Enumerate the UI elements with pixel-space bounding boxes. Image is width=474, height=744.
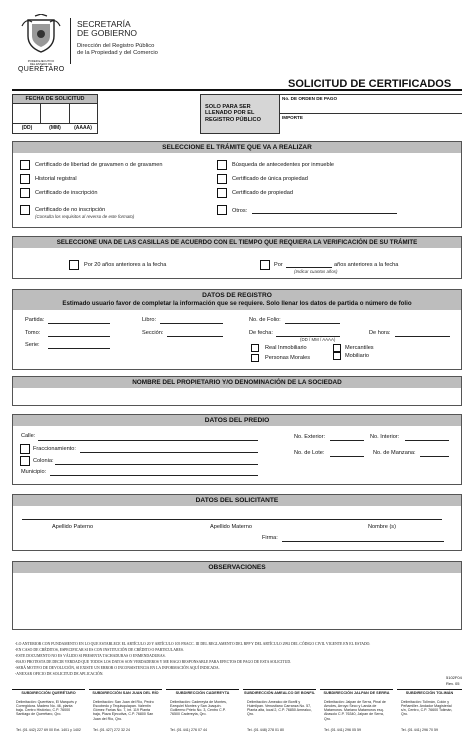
office-name: SUBDIRECCIÓN CADEREYTA	[175, 691, 230, 695]
checkbox-unica-propiedad[interactable]	[217, 174, 227, 184]
office-name: SUBDIRECCIÓN QUERÉTARO	[21, 691, 76, 695]
legal-note-1: -LO ANTERIOR CON FUNDAMENTO EN LO QUE ESTABLECE EL ARTÍCULO 20 Y ARTÍCULO 105 FRACC. III DEL REGLAMENTO DEL RPP Y DEL ARTÍCULO 2992 DEL CÓDIGO CIVIL VIGENTE EN EL ESTADO.	[15, 642, 371, 646]
observaciones-heading: OBSERVACIONES	[13, 562, 461, 573]
predio-heading: DATOS DEL PREDIO	[13, 415, 461, 426]
observaciones-field[interactable]	[13, 573, 461, 629]
office-address: Delimitación: Querétaro, El Marqués y Corregidora. Madero No. 46, planta baja. Centro Histórico, C.P. 76000 Santiago de Querétaro, Qro.	[16, 699, 77, 717]
otros-field[interactable]	[252, 213, 397, 214]
checkbox-otros[interactable]	[217, 205, 227, 215]
casillas-section	[12, 236, 462, 279]
office-name: SUBDIRECCIÓN AMEALCO DE BONFIL	[244, 691, 315, 695]
registro-subtitle: Estimado usuario favor de completar la información que se requiere. Solo llenar los datos de partida o número de folio	[62, 300, 412, 307]
label-unica-propiedad: Certificado de única propiedad	[232, 176, 308, 182]
office-address: Delimitación: Jalpan de Serra, Pinal de Amoles, Arroyo Seco y Landa de Matamoros. Mariano Matamoros esq. Abasolo C.P. 76340, Jalpan de Serra, Qro.	[324, 699, 386, 721]
office-cadereyta	[166, 689, 239, 733]
importe-field[interactable]	[279, 114, 462, 134]
logo-line-2: DEL ESTADO DE	[29, 62, 53, 67]
tomo-field[interactable]	[48, 336, 110, 337]
office-address: Delimitación: Cadereyta de Montes, Ezequiel Montes y San Joaquín. Guillermo Prieto No. 3, Centro C.P. 76500 Cadereyta, Qro.	[170, 699, 227, 717]
anos-field[interactable]	[286, 267, 332, 268]
office-phone: Tel. (01 441) 296 70 59	[401, 727, 438, 732]
office-phone: Tel. (01 427) 272 32 24	[93, 727, 130, 732]
apellido-paterno-field[interactable]	[22, 519, 442, 520]
day-field[interactable]	[13, 104, 41, 123]
label-fraccionamiento: Fraccionamiento:	[33, 446, 76, 452]
fecha-solicitud-box	[12, 94, 98, 134]
label-municipio: Municipio:	[21, 469, 47, 475]
header-divider	[70, 18, 71, 64]
label-20-anos: Por 20 años anteriores a la fecha	[84, 262, 167, 268]
label-libertad-gravamen: Certificado de libertad de gravamen o de gravamen	[35, 162, 163, 168]
label-personas-morales: Personas Morales	[265, 355, 311, 361]
checkbox-busqueda-antecedentes[interactable]	[217, 160, 227, 170]
solo-para-label: SOLO PARA SER LLENADO POR EL REGISTRO PÚBLICO	[205, 104, 261, 123]
aaaa-label: (AAAA)	[74, 125, 92, 131]
label-real-inmobiliario: Real Inmobiliario	[265, 345, 307, 351]
no-manzana-field[interactable]	[420, 456, 449, 457]
legal-note-4: -BAJO PROTESTA DE DECIR VERDAD QUE TODOS LOS DATOS SON VERDADEROS Y ME HAGO RESPONSABLE PARA EFECTOS DE PAGO DE ESTA SOLICITUD.	[15, 660, 292, 664]
orden-pago-field[interactable]	[279, 95, 462, 114]
office-phone: Tel. (01 441) 296 05 59	[324, 727, 361, 732]
label-historial-registral: Historial registral	[35, 176, 77, 182]
secretaria-line-2: DE GOBIERNO	[77, 27, 137, 38]
office-phone: Tel. (01 442) 227 69 00 Ext. 1401 y 1402	[16, 727, 81, 732]
propietario-field[interactable]	[13, 388, 461, 405]
seccion-field[interactable]	[167, 336, 223, 337]
label-colonia: Colonia:	[33, 458, 54, 464]
casillas-heading: SELECCIONE UNA DE LAS CASILLAS DE ACUERDO CON EL TIEMPO QUE REQUIERA LA VERIFICACIÓN DE SU TRÁMITE	[13, 237, 461, 248]
legal-note-6: -ANEXAR OFICIO DE SOLICITUD DE APLICACIÓN.	[15, 672, 104, 676]
checkbox-20-anos[interactable]	[69, 260, 79, 270]
mm-label: (MM)	[49, 125, 61, 131]
dd-label: (DD)	[21, 125, 33, 131]
checkbox-no-inscripcion[interactable]	[20, 205, 30, 215]
logo-line-1: PODER EJECUTIVO	[27, 59, 55, 63]
label-serie: Serie:	[25, 342, 40, 348]
label-no-lote: No. de Lote:	[294, 450, 325, 456]
label-apellido-materno: Apellido Materno	[210, 524, 252, 530]
label-certificado-propiedad: Certificado de propiedad	[232, 190, 293, 196]
form-title: SOLICITUD DE CERTIFICADOS	[288, 78, 452, 90]
office-queretaro	[12, 689, 85, 733]
label-busqueda-antecedentes: Búsqueda de antecedentes por inmueble	[232, 162, 335, 168]
secretaria-line-1: SECRETARÍA	[77, 19, 131, 29]
label-calle: Calle:	[21, 433, 36, 439]
label-de-hora: De hora:	[369, 330, 391, 336]
partida-field[interactable]	[48, 323, 110, 324]
office-name: SUBDIRECCIÓN SAN JUAN DEL RÍO	[92, 691, 159, 695]
checkbox-mobiliario[interactable]	[333, 352, 341, 360]
registro-section	[12, 289, 462, 370]
office-address: Delimitación: San Juan del Río, Pedro Escobedo y Tequisquiapan. Valentín Gómez Farías No. 7, int. 119 Planta baja, Plaza Ejecutiva, C.P. 76800 San Juan del Río, Qro.	[93, 699, 154, 721]
office-phone: Tel. (01 441) 276 07 44	[170, 727, 207, 732]
label-mercantiles: Mercantiles	[345, 345, 374, 351]
checkbox-otros-anos[interactable]	[260, 260, 270, 270]
label-firma: Firma:	[262, 535, 278, 541]
label-anos-anteriores: años anteriores a la fecha	[334, 262, 399, 268]
office-name: SUBDIRECCIÓN TOLIMÁN	[405, 691, 454, 695]
registro-title: DATOS DE REGISTRO	[202, 292, 272, 299]
legal-note-2: -EN CASO DE CRÉDITOS, ESPECIFICAR SI ES CON INSTITUCIÓN DE CRÉDITO O PARTICULARES.	[15, 648, 184, 652]
registro-use-box	[200, 94, 462, 134]
label-por: Por	[274, 262, 283, 268]
checkbox-personas-morales[interactable]	[251, 354, 259, 362]
office-address: Delimitación: Amealco de Bonfil y Huimilpan. Venustiano Carranza No. 57, Planta alta, local 2, C.P. 76850 Amealco, Qro.	[247, 699, 312, 717]
registro-heading	[13, 290, 461, 310]
no-interior-field[interactable]	[405, 440, 449, 441]
label-no-inscripcion: Certificado de no inscripción	[35, 207, 106, 213]
office-amealco	[243, 689, 316, 733]
label-no-interior: No. Interior:	[370, 434, 400, 440]
label-otros: Otros:	[232, 208, 248, 214]
label-no-exterior: No. Exterior:	[294, 434, 326, 440]
legal-note-5: -SERÁ MOTIVO DE DEVOLUCIÓN, SI EXISTE UN ERROR O INCONSISTENCIA EN LA INFORMACIÓN AQUÍ INDICADA.	[15, 666, 220, 670]
checkbox-libertad-gravamen[interactable]	[20, 160, 30, 170]
label-no-manzana: No. de Manzana:	[373, 450, 416, 456]
label-partida: Partida:	[25, 317, 45, 323]
checkbox-certificado-propiedad[interactable]	[217, 188, 227, 198]
legal-note-3: -ESTE DOCUMENTO NO ES VÁLIDO SI PRESENTA TACHADURAS O ENMENDADURAS.	[15, 654, 166, 658]
no-lote-field[interactable]	[330, 456, 364, 457]
logo-line-3: QUERÉTARO	[18, 66, 65, 74]
label-tomo: Tomo:	[25, 330, 41, 336]
secretaria-title	[77, 20, 137, 38]
fecha-solicitud-label: FECHA DE SOLICITUD	[13, 95, 97, 104]
checkbox-real-inmobiliario[interactable]	[251, 344, 259, 352]
no-exterior-field[interactable]	[330, 440, 364, 441]
office-phone: Tel. (01 448) 278 01 80	[247, 727, 284, 732]
libro-field[interactable]	[160, 323, 223, 324]
office-name: SUBDIRECCIÓN JALPAN DE SERRA	[323, 691, 390, 695]
importe-label: IMPORTE	[282, 115, 303, 120]
firma-field[interactable]	[282, 541, 444, 542]
label-apellido-paterno: Apellido Paterno	[52, 524, 94, 530]
office-toliman	[397, 689, 462, 733]
serie-field[interactable]	[48, 348, 110, 349]
solicitante-section	[12, 494, 462, 551]
note-indicar-anos: (Indicar cuantos años)	[294, 269, 338, 274]
checkbox-certificado-inscripcion[interactable]	[20, 188, 30, 198]
label-no-folio: No. de Folio:	[249, 317, 281, 323]
label-seccion: Sección:	[142, 330, 164, 336]
label-nombres: Nombre (s)	[368, 524, 396, 530]
form-revision: Rev. 05	[446, 681, 460, 686]
tramite-heading: SELECCIONE EL TRÁMITE QUE VA A REALIZAR	[13, 142, 461, 153]
direccion-line-2: de la Propiedad y del Comercio	[77, 49, 158, 56]
office-san-juan	[89, 689, 162, 733]
note-requisitos: (Consulta los requisitos al reverso de este formato)	[35, 214, 135, 219]
label-libro: Libro:	[142, 317, 156, 323]
label-de-fecha: De fecha:	[249, 330, 273, 336]
form-code: 5102F04	[446, 675, 462, 680]
checkbox-fraccionamiento[interactable]	[20, 444, 30, 454]
coat-of-arms-icon	[18, 14, 64, 54]
checkbox-mercantiles[interactable]	[333, 344, 341, 352]
year-field[interactable]	[70, 104, 97, 123]
fraccionamiento-field[interactable]	[80, 452, 258, 453]
label-certificado-inscripcion: Certificado de inscripción	[35, 190, 98, 196]
direccion-name	[77, 43, 158, 56]
propietario-heading: NOMBRE DEL PROPIETARIO Y/O DENOMINACIÓN DE LA SOCIEDAD	[13, 377, 461, 388]
state-logo	[18, 14, 64, 72]
folio-field[interactable]	[285, 323, 340, 324]
office-address: Delimitación: Tolimán, Colón y Peñamiller. Andador Magisterial s/n, Centro, C.P. 76600 Tolimán, Qro.	[401, 699, 453, 717]
direccion-line-1: Dirección del Registro Público	[77, 43, 155, 49]
label-mobiliario: Mobiliario	[345, 353, 369, 359]
de-hora-field[interactable]	[395, 336, 450, 337]
note-fecha-formato: (DD / MM / AAAA)	[300, 337, 336, 342]
office-jalpan	[320, 689, 393, 733]
orden-pago-label: No. DE ORDEN DE PAGO	[282, 96, 338, 101]
municipio-field[interactable]	[50, 475, 258, 476]
month-field[interactable]	[41, 104, 69, 123]
solicitante-heading: DATOS DEL SOLICITANTE	[13, 495, 461, 506]
calle-field[interactable]	[38, 440, 258, 441]
colonia-field[interactable]	[55, 464, 258, 465]
checkbox-colonia[interactable]	[20, 456, 30, 466]
propietario-section	[12, 376, 462, 406]
observaciones-section	[12, 561, 462, 630]
checkbox-historial-registral[interactable]	[20, 174, 30, 184]
